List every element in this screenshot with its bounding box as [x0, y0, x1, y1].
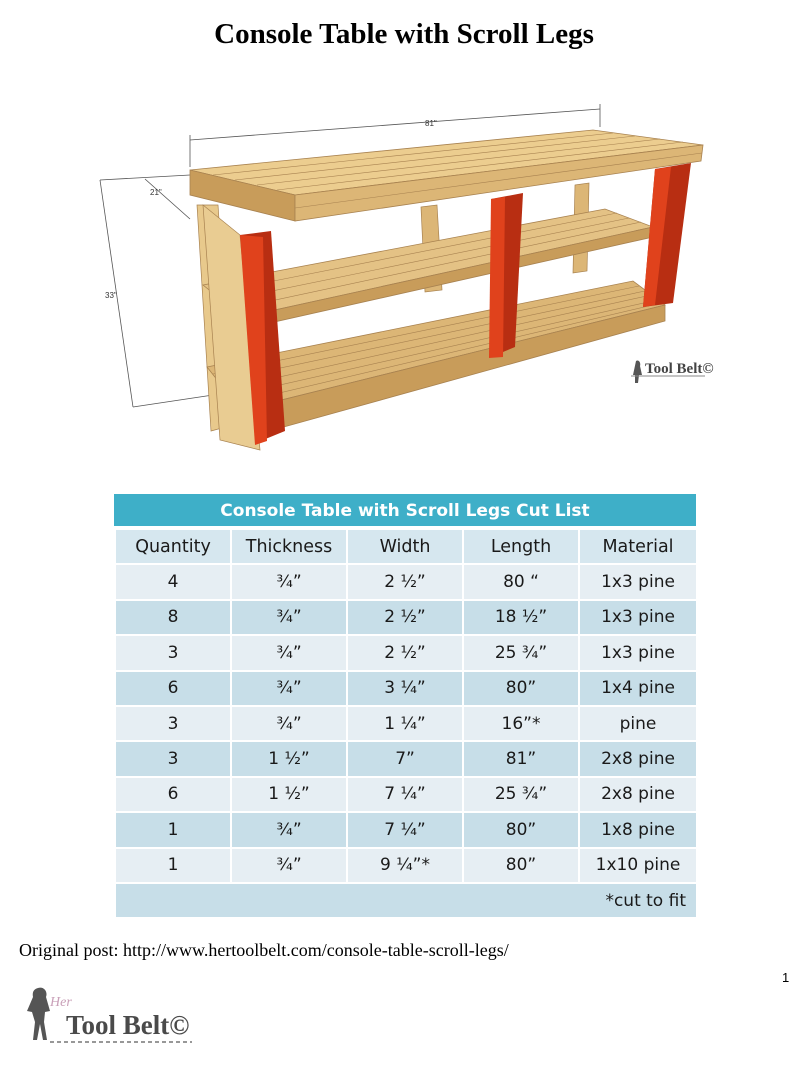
column-header: Length: [463, 529, 579, 564]
length-cell: 25 ¾”: [463, 777, 579, 812]
material-cell: 1x10 pine: [579, 848, 697, 883]
column-header: Width: [347, 529, 463, 564]
length-cell: 18 ½”: [463, 600, 579, 635]
quantity-cell: 6: [115, 777, 231, 812]
table-row: [115, 848, 697, 883]
footnote-row: [115, 883, 697, 918]
quantity-cell: 4: [115, 564, 231, 599]
page-title: Console Table with Scroll Legs: [214, 18, 594, 50]
length-cell: 25 ¾”: [463, 635, 579, 670]
svg-text:Her: Her: [50, 995, 72, 1010]
length-cell: 80 “: [463, 564, 579, 599]
page-number: 1: [782, 970, 790, 985]
table-row: [115, 671, 697, 706]
width-cell: 1 ¼”: [347, 706, 463, 741]
cut-list-grid: [114, 528, 698, 919]
thickness-cell: 1 ½”: [231, 741, 347, 776]
thickness-cell: ¾”: [231, 671, 347, 706]
cut-to-fit-note: *cut to fit: [115, 883, 697, 918]
illustration-watermark: [631, 360, 714, 383]
silhouette-icon: [27, 988, 50, 1040]
material-cell: 1x3 pine: [579, 635, 697, 670]
material-cell: 1x3 pine: [579, 564, 697, 599]
thickness-cell: ¾”: [231, 564, 347, 599]
length-cell: 16”*: [463, 706, 579, 741]
material-cell: pine: [579, 706, 697, 741]
width-cell: 7 ¼”: [347, 812, 463, 847]
table-row: [115, 564, 697, 599]
column-header: Material: [579, 529, 697, 564]
logo-graphic: [20, 984, 200, 1050]
console-table-drawing: [95, 95, 715, 470]
her-tool-belt-logo: [20, 984, 200, 1050]
source-link[interactable]: Original post: http://www.hertoolbelt.com/console-table-scroll-legs/: [19, 940, 509, 960]
width-cell: 2 ½”: [347, 564, 463, 599]
table-row: [115, 777, 697, 812]
thickness-cell: ¾”: [231, 600, 347, 635]
quantity-cell: 3: [115, 741, 231, 776]
width-cell: 3 ¼”: [347, 671, 463, 706]
table-row: [115, 600, 697, 635]
quantity-cell: 1: [115, 848, 231, 883]
length-dimension: 81": [425, 119, 437, 128]
quantity-cell: 6: [115, 671, 231, 706]
quantity-cell: 1: [115, 812, 231, 847]
thickness-cell: 1 ½”: [231, 777, 347, 812]
thickness-cell: ¾”: [231, 848, 347, 883]
width-cell: 2 ½”: [347, 635, 463, 670]
column-header: Quantity: [115, 529, 231, 564]
cut-list-table: [114, 494, 696, 919]
width-cell: 2 ½”: [347, 600, 463, 635]
table-top: [190, 130, 703, 221]
material-cell: 1x4 pine: [579, 671, 697, 706]
column-header: Thickness: [231, 529, 347, 564]
quantity-cell: 8: [115, 600, 231, 635]
material-cell: 1x8 pine: [579, 812, 697, 847]
width-cell: 9 ¼”*: [347, 848, 463, 883]
thickness-cell: ¾”: [231, 812, 347, 847]
material-cell: 1x3 pine: [579, 600, 697, 635]
height-dimension: 33": [105, 291, 117, 300]
length-cell: 80”: [463, 848, 579, 883]
length-cell: 81”: [463, 741, 579, 776]
cut-list-title: Console Table with Scroll Legs Cut List: [114, 494, 696, 528]
table-row: [115, 706, 697, 741]
header-row: [115, 529, 697, 564]
width-cell: 7”: [347, 741, 463, 776]
length-cell: 80”: [463, 812, 579, 847]
thickness-cell: ¾”: [231, 635, 347, 670]
console-table-illustration: [95, 95, 715, 470]
material-cell: 2x8 pine: [579, 777, 697, 812]
quantity-cell: 3: [115, 706, 231, 741]
logo-text: Tool Belt©: [66, 1010, 190, 1040]
table-row: [115, 812, 697, 847]
depth-dimension: 21": [150, 188, 162, 197]
material-cell: 2x8 pine: [579, 741, 697, 776]
quantity-cell: 3: [115, 635, 231, 670]
thickness-cell: ¾”: [231, 706, 347, 741]
width-cell: 7 ¼”: [347, 777, 463, 812]
watermark-text: Tool Belt©: [645, 361, 714, 377]
table-row: [115, 635, 697, 670]
table-row: [115, 741, 697, 776]
length-cell: 80”: [463, 671, 579, 706]
